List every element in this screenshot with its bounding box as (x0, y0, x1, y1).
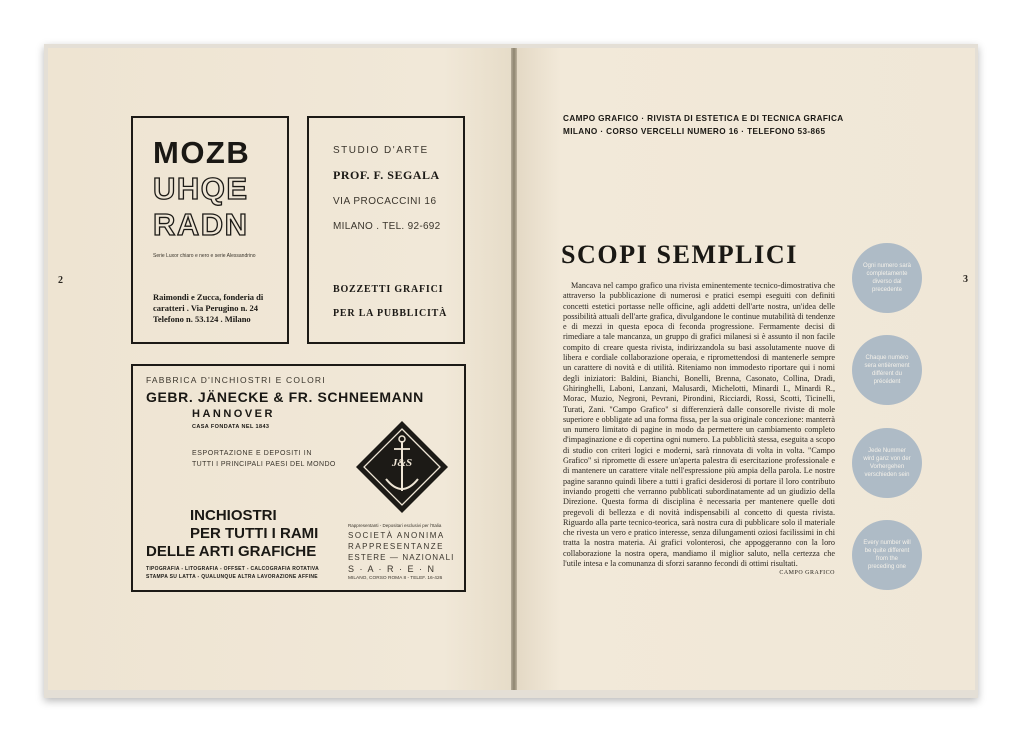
ink-export-2: TUTTI I PRINCIPALI PAESI DEL MONDO (192, 461, 336, 468)
font-sample-outline-1: UHQE (153, 171, 249, 206)
studio-line-1: STUDIO D'ARTE (333, 145, 429, 156)
ink-ad (131, 364, 466, 592)
foundry-ad (131, 116, 289, 344)
language-circle-de: Jede Nummer wird ganz von der Vorhergehen verschieden sein (852, 428, 922, 498)
studio-service-1: BOZZETTI GRAFICI (333, 284, 444, 295)
ink-headline-2: PER TUTTI I RAMI (190, 525, 319, 542)
ink-headline-3: DELLE ARTI GRAFICHE (146, 543, 317, 560)
ink-rep-1: SOCIETÀ ANONIMA (348, 531, 445, 540)
ink-company: GEBR. JÄNECKE & FR. SCHNEEMANN (146, 389, 424, 405)
ink-city: HANNOVER (192, 408, 275, 420)
page-number-right: 3 (963, 274, 968, 285)
ink-rep-4: S · A · R · E · N (348, 564, 436, 574)
book-gutter (511, 48, 517, 690)
language-circle-en: Every number will be quite different from the preceding one (852, 520, 922, 590)
masthead-line-1: CAMPO GRAFICO · RIVISTA DI ESTETICA E DI TECNICA GRAFICA (563, 114, 844, 123)
foundry-address-3: Telefono n. 53.124 . Milano (153, 314, 251, 324)
masthead-line-2: MILANO · CORSO VERCELLI NUMERO 16 · TELEFONO 53-865 (563, 127, 826, 136)
ink-founded: CASA FONDATA NEL 1843 (192, 424, 270, 430)
foundry-address-2: caratteri . Via Perugino n. 24 (153, 303, 259, 313)
ink-services-1: TIPOGRAFIA - LITOGRAFIA - OFFSET - CALCOGRAFIA ROTATIVA (146, 566, 320, 572)
font-caption: Serie Luxor chiaro e nero e serie Alessandrino (153, 253, 256, 259)
ink-header: FABBRICA D'INCHIOSTRI E COLORI (146, 375, 326, 385)
article-body (563, 281, 835, 579)
studio-address: VIA PROCACCINI 16 (333, 196, 437, 207)
ink-export-1: ESPORTAZIONE E DEPOSITI IN (192, 450, 312, 457)
article-paragraph: Mancava nel campo grafico una rivista eminentemente tecnico-dimostrativa che attraverso la pubblicazione di numerosi e pratici esempi eseguiti con definiti concetti estetici portasse nelle officine, agli addetti dell'arte nostra, un'idea delle possibilità attuali dell'arte grafica, divulgandone le continue mutabilità di tendenze e di mezzi in questa epoca di feconda progressione. Fermamente decisi di rimediare a tale mancanza, un gruppo di grafici milanesi si è assunto il non facile compito di creare questa rivista, indirizzandola su basi assolutamente nuove di libera e cordiale collaborazione operaia, e ripromettendosi di mantenerle sempre un carattere di novità e di utilità. Riteniamo non immodesto riportare qui i nomi degli iniziatori: Baldini, Bianchi, Bonelli, Brenna, Casonato, Collina, Dradi, Ghiringhelli, Laboni, Lanzani, Malusardi, Michelotti, Minardi I., Minardi R., Morac, Muzio, Negroni, Pevrani, Pirondini, Ricciardi, Rossi, Scotti, Ticinelli, Turati, Zani. "Campo Grafico" si differenzierà dalle consorelle riviste di mole superiore e obbligate ad una forma fissa, per la sua originale concezione: manterrà un numero limitato di pagine in modo da permettere un cambiamento completo d'impaginazione e di copertina ogni numero. La pubblicità stessa, eseguita a scopo di studio con criteri logici e moderni, sarà rinnovata di volta in volta. "Campo Grafico" si ripromette di essere un'aperta palestra di esercitazione professionale e di mantenere un carattere vitale nell'espressione più ampia della parola. Le nostre pagine saranno quindi libere a tutti i grafici desiderosi di portare il loro contributo inviando progetti che verranno pubblicati subordinatamente ad un giudizio della Direzione. Questa forma di disciplina è necessaria per mantenere quelle doti pregevoli di bellezza e di novità indispensabili al concetto di questa rivista. Riguardo alla parte tecnico-teorica, sarà nostra cura di pubblicare solo il materiale che rivesta un vero e pratico interesse, senza dilungamenti oziosi facilissimi in chi tratta la nostra materia. Ai grafici volonterosi, che appoggeranno con la loro collaborazione la nostra opera, mandiamo il miglior saluto, nella certezza che l'utile intesa e la comunanza di sforzi saranno fecondi di ottimi risultati. (563, 281, 835, 569)
ink-rep-3: ESTERE — NAZIONALI (348, 553, 455, 562)
studio-ad (307, 116, 465, 344)
font-sample-solid: MOZB (153, 135, 251, 170)
studio-phone: MILANO . TEL. 92-692 (333, 221, 441, 232)
font-sample-outline-2: RADN (153, 207, 249, 242)
article-signature: CAMPO GRAFICO (779, 570, 835, 577)
ink-rep-5: MILANO, CORSO ROMA 8 - TELEF. 16-426 (348, 576, 443, 581)
foundry-address-1: Raimondi e Zucca, fonderia di (153, 292, 264, 302)
ink-rep-note: Rappresentanti - Depositari esclusivi per l'Italia (348, 523, 442, 528)
language-circle-it: Ogni numero sarà completamente diverso dal precedente (852, 243, 922, 313)
studio-service-2: PER LA PUBBLICITÀ (333, 308, 448, 319)
ink-services-2: STAMPA SU LATTA - QUALUNQUE ALTRA LAVORAZIONE AFFINE (146, 574, 318, 580)
studio-name: PROF. F. SEGALA (333, 168, 440, 182)
ink-rep-2: RAPPRESENTANZE (348, 542, 444, 551)
page-number-left: 2 (58, 275, 63, 286)
language-circle-fr: Chaque numéro sera entièrement différent du précédent (852, 335, 922, 405)
ink-headline-1: INCHIOSTRI (190, 507, 277, 524)
article-title: SCOPI SEMPLICI (561, 240, 798, 269)
logo-monogram: J&S (391, 457, 413, 469)
